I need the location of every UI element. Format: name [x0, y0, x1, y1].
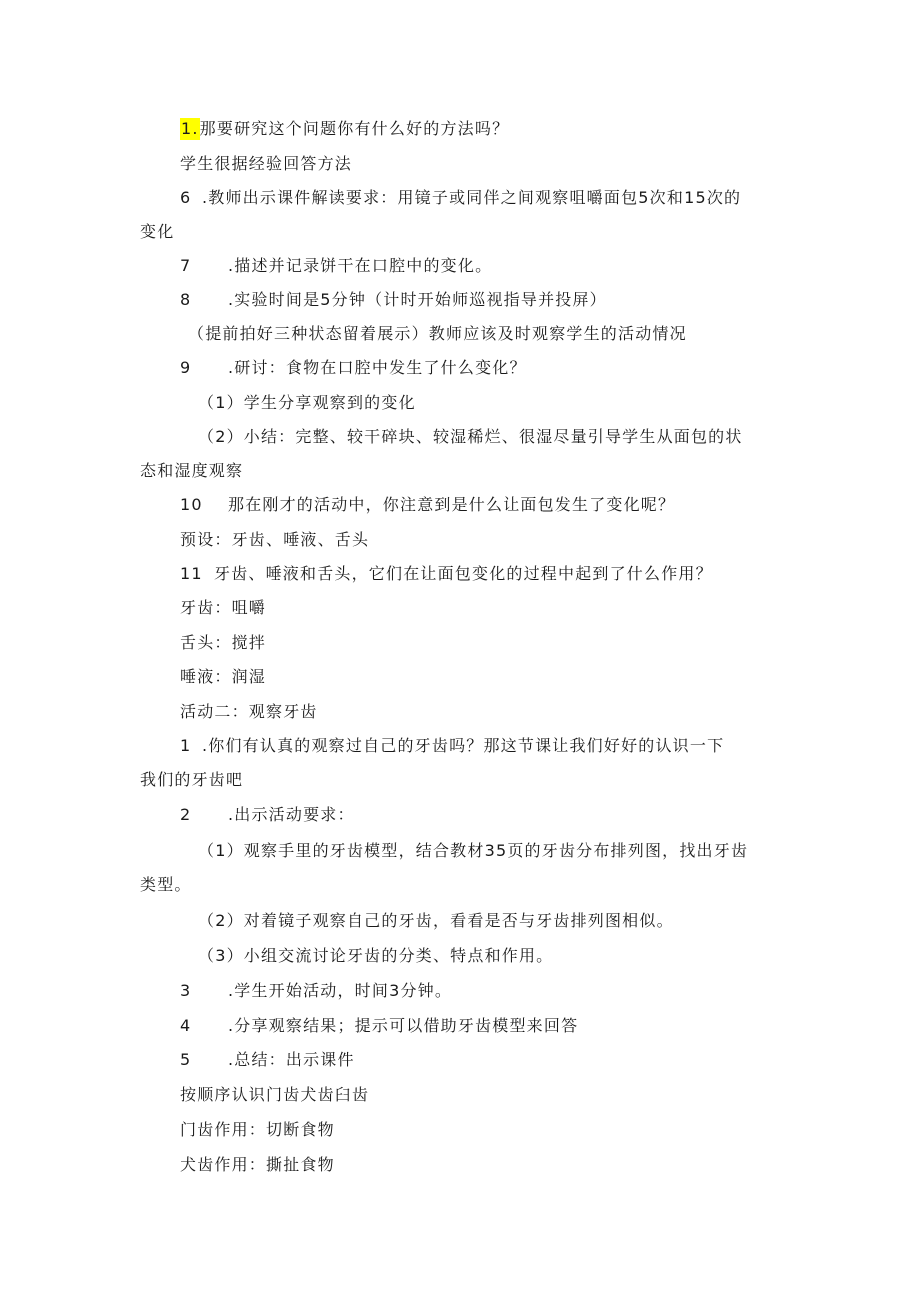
line-text: .实验时间是5分钟（计时开始师巡视指导并投屏）	[228, 290, 607, 309]
line-16: 舌头：搅拌	[180, 633, 267, 652]
list-number: 9	[180, 358, 192, 377]
line-text: .出示活动要求：	[228, 805, 355, 824]
line-30: 门齿作用：切断食物	[180, 1120, 335, 1139]
line-text: .描述并记录饼干在口腔中的变化。	[228, 256, 493, 275]
line-24: （2）对着镜子观察自己的牙齿，看看是否与牙齿排列图相似。	[198, 911, 674, 930]
list-number: 8	[180, 290, 192, 309]
line-10: （2）小结：完整、较干碎块、较湿稀烂、很湿尽量引导学生从面包的状	[198, 427, 743, 446]
line-6	[180, 289, 607, 311]
line-17: 唾液：润湿	[180, 667, 267, 686]
list-number: 3	[180, 981, 192, 1000]
line-text: .你们有认真的观察过自己的牙齿吗？那这节课让我们好好的认识一下	[202, 736, 725, 755]
line-25: （3）小组交流讨论牙齿的分类、特点和作用。	[198, 946, 554, 965]
line-text: 牙齿、唾液和舌头，它们在让面包变化的过程中起到了什么作用？	[214, 564, 713, 583]
line-18: 活动二：观察牙齿	[180, 702, 318, 721]
line-19	[180, 735, 724, 757]
line-29: 按顺序认识门齿犬齿臼齿	[180, 1085, 370, 1104]
line-9: （1）学生分享观察到的变化	[198, 393, 416, 412]
line-11: 态和湿度观察	[140, 461, 244, 480]
list-number: 1	[180, 736, 192, 755]
line-text: 那在刚才的活动中，你注意到是什么让面包发生了变化呢？	[228, 495, 676, 514]
list-number: 2	[180, 805, 192, 824]
line-3	[180, 187, 741, 209]
list-number: 10	[180, 495, 203, 514]
line-23: 类型。	[140, 875, 192, 894]
line-14	[180, 563, 713, 585]
line-4: 变化	[140, 222, 175, 241]
line-27	[180, 1015, 578, 1037]
line-text: .研讨：食物在口腔中发生了什么变化？	[228, 358, 527, 377]
line-8	[180, 357, 527, 379]
line-text: .教师出示课件解读要求：用镜子或同伴之间观察咀嚼面包5次和15次的	[202, 188, 742, 207]
line-text: .总结：出示课件	[228, 1050, 355, 1069]
list-number: 7	[180, 256, 192, 275]
line-7: （提前拍好三种状态留着展示）教师应该及时观察学生的活动情况	[188, 324, 687, 343]
line-1	[180, 118, 509, 140]
highlighted-number: 1.	[181, 119, 199, 138]
line-31: 犬齿作用：撕扯食物	[180, 1155, 335, 1174]
line-13: 预设：牙齿、唾液、舌头	[180, 530, 370, 549]
line-text: 那要研究这个问题你有什么好的方法吗？	[199, 119, 510, 138]
line-5	[180, 255, 492, 277]
list-number: 11	[180, 564, 203, 583]
line-text: .分享观察结果；提示可以借助牙齿模型来回答	[228, 1016, 579, 1035]
line-22: （1）观察手里的牙齿模型，结合教材35页的牙齿分布排列图，找出牙齿	[198, 841, 749, 860]
line-2: 学生很据经验回答方法	[180, 154, 353, 173]
list-number: 4	[180, 1016, 192, 1035]
line-text: .学生开始活动，时间3分钟。	[228, 981, 453, 1000]
list-number: 5	[180, 1050, 192, 1069]
line-28	[180, 1049, 355, 1071]
line-20: 我们的牙齿吧	[140, 770, 244, 789]
line-21	[180, 804, 355, 826]
line-12	[180, 494, 675, 516]
line-26	[180, 980, 452, 1002]
list-number: 6	[180, 188, 192, 207]
line-15: 牙齿：咀嚼	[180, 598, 267, 617]
